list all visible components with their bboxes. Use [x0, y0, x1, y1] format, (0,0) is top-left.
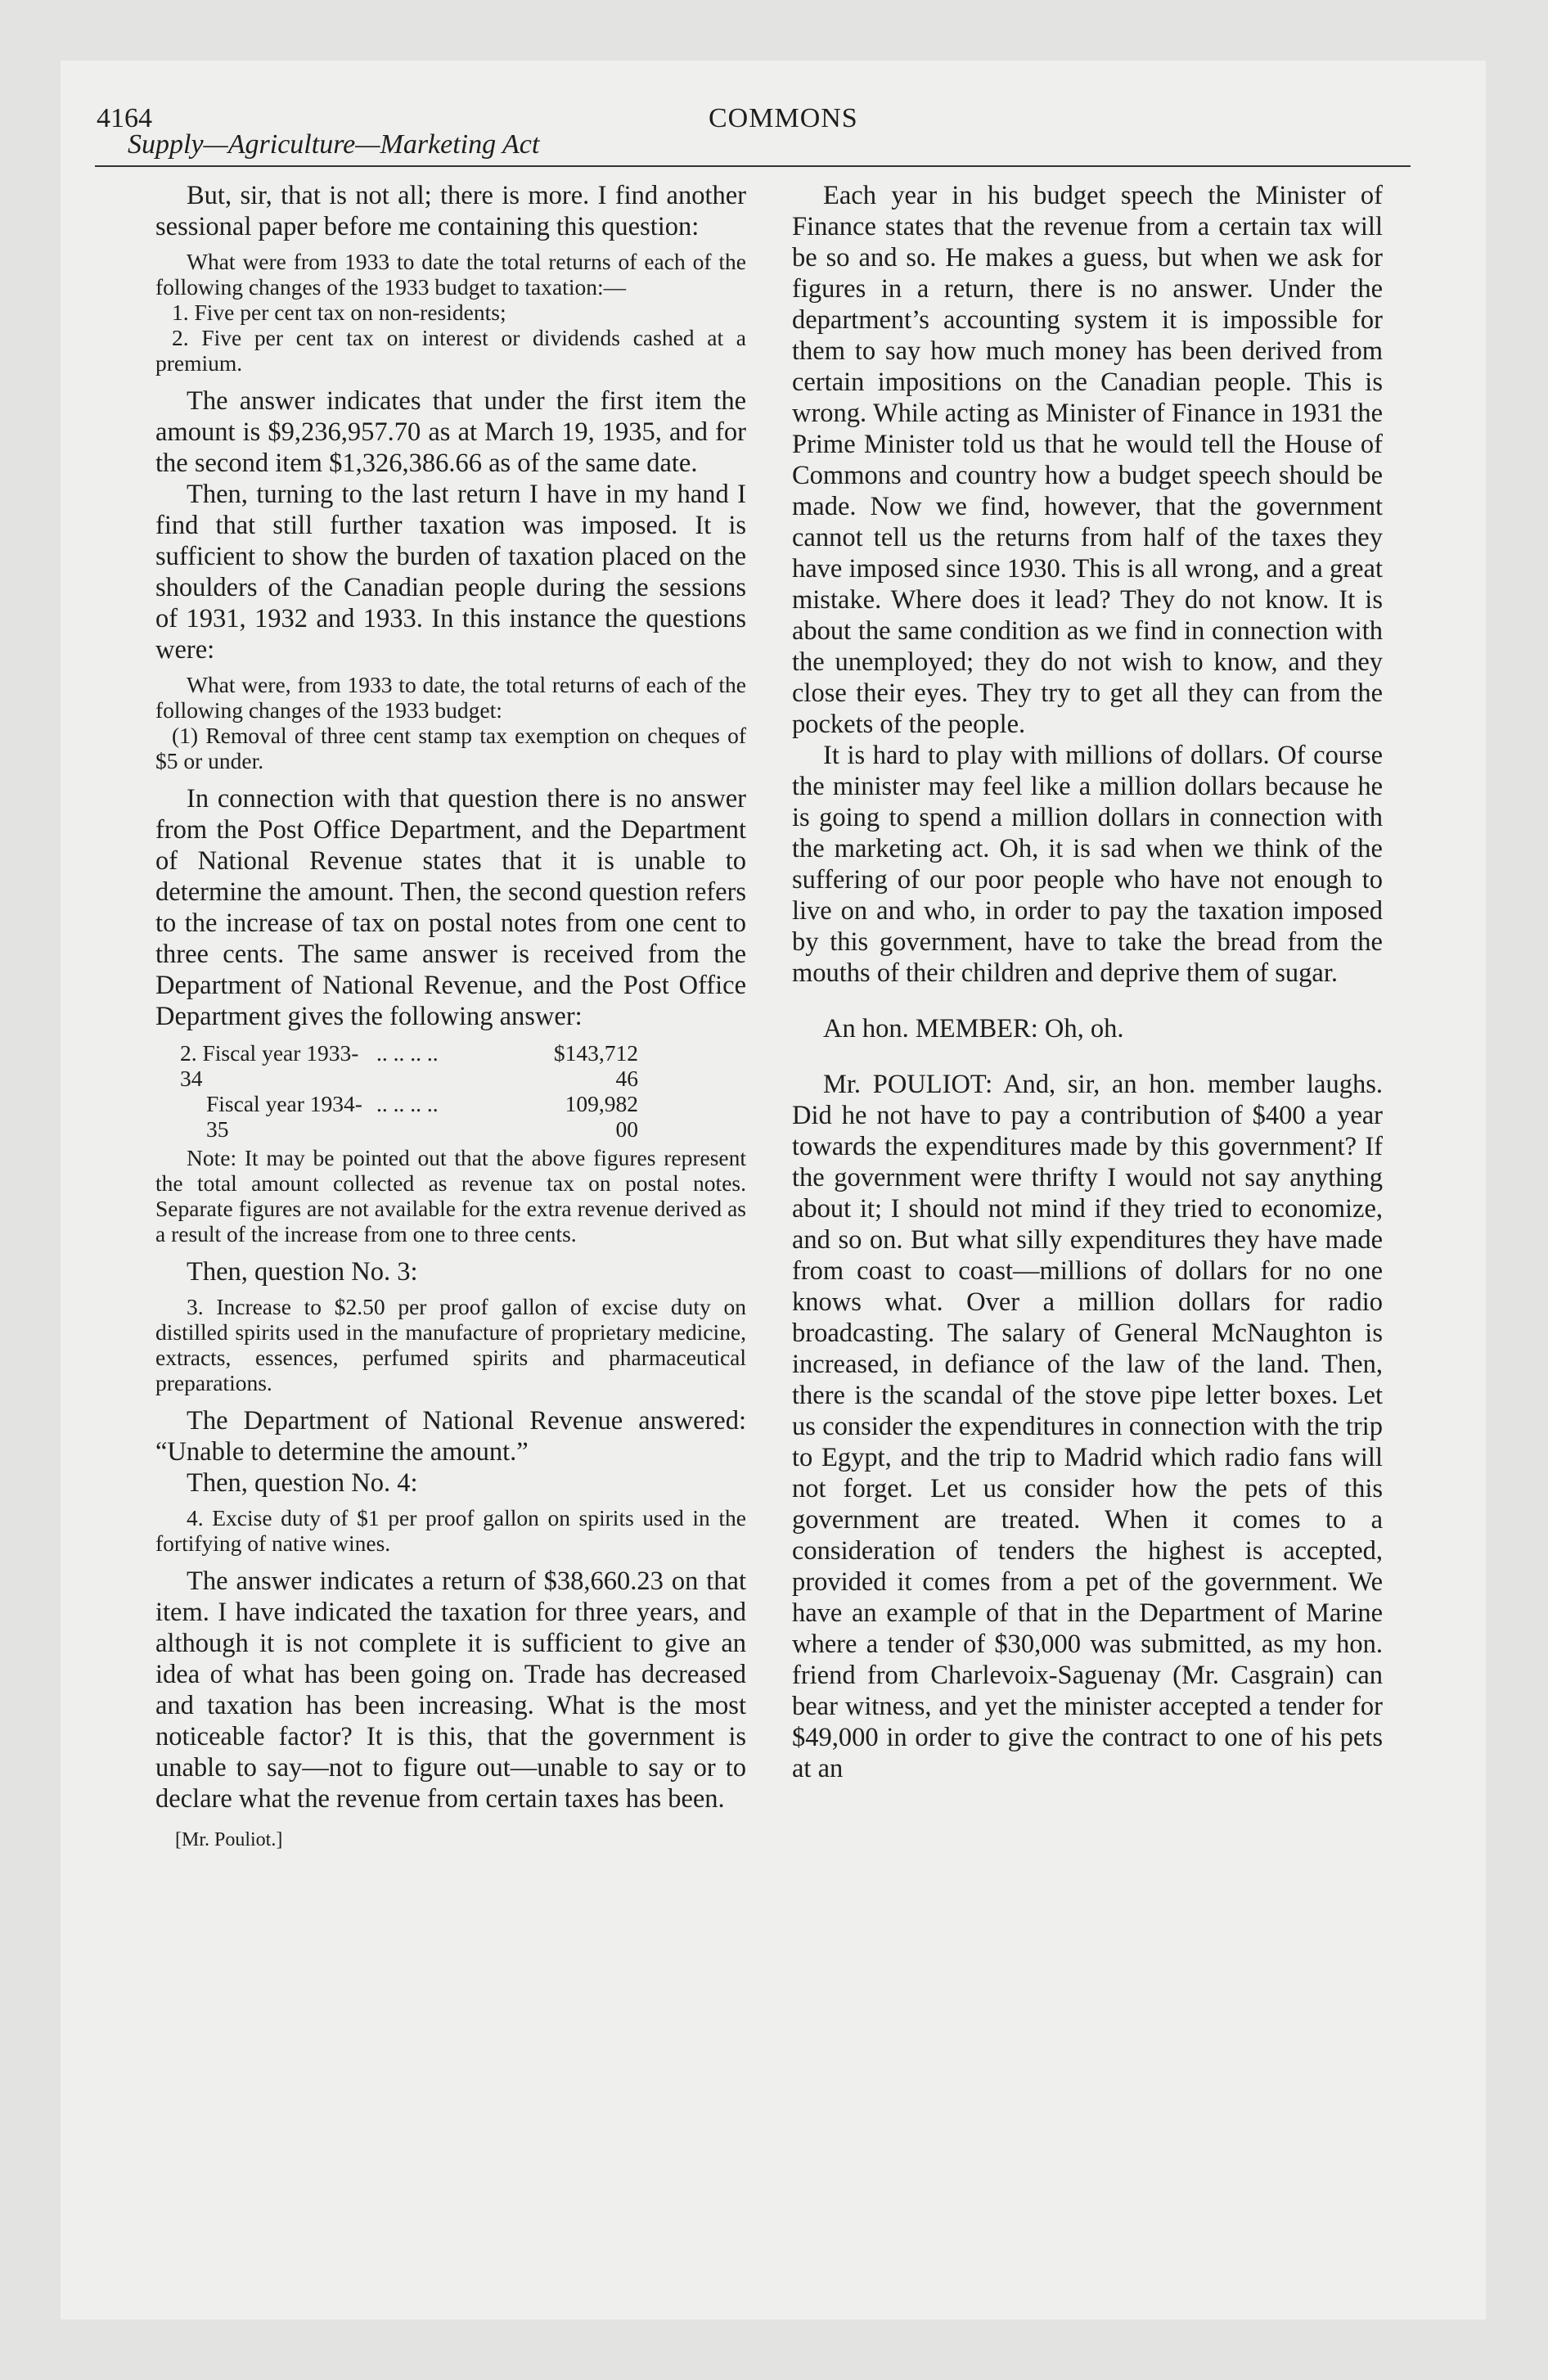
- paragraph: Each year in his budget speech the Minister of Finance states that the revenue from a certain tax will be so and so. He makes a guess, but when we ask for figures in a return, there is no answer. Under the department’s accounting system it is impossible for them to say how much money has been derived from certain impositions on the Canadian people. This is wrong. While acting as Minister of Finance in 1931 the Prime Minister told us that he would tell the House of Commons and country how a budget speech should be made. Now we find, however, that the government cannot tell us the returns from half of the taxes they have imposed since 1930. This is all wrong, and a great mistake. Where does it lead? They do not know. It is about the same condition as we find in connection with the unemployed; they do not wish to know, and they close their eyes. They try to get all they can from the pockets of the people.: [792, 181, 1383, 739]
- note: Note: It may be pointed out that the above figures represent the total amount collected as revenue tax on postal notes. Separate figures are not available for the extra revenue derived as a result of the increase from one to three cents.: [155, 1145, 746, 1246]
- fiscal-row: [155, 1040, 746, 1091]
- fiscal-value: 109,982 00: [565, 1091, 638, 1142]
- paragraph: The answer indicates that under the first item the amount is $9,236,957.70 as at March 19, 1935, and for the second item $1,326,386.66 as of the same date.: [155, 386, 746, 478]
- question-item: 2. Five per cent tax on interest or dividends cashed at a premium.: [155, 325, 746, 376]
- page-number: 4164: [97, 103, 152, 133]
- paragraph: It is hard to play with millions of dollars. Of course the minister may feel like a million dollars because he is going to spend a million dollars in connection with the marketing act. Oh, it is sad when we think of the suffering of our poor people who have not enough to live on and who, in order to pay the taxation imposed by this government, have to take the bread from the mouths of their children and deprive them of sugar.: [792, 741, 1383, 988]
- paragraph: Then, question No. 3:: [187, 1257, 418, 1287]
- quoted-question: 4. Excise duty of $1 per proof gallon on spirits used in the fortifying of native wines.: [155, 1505, 746, 1556]
- fiscal-label: 2. Fiscal year 1933-34: [180, 1040, 359, 1091]
- quoted-question: What were from 1933 to date the total returns of each of the following changes of the 1933 budget to taxation:—: [155, 249, 746, 300]
- paragraph: The Department of National Revenue answered: “Unable to determine the amount.”: [155, 1406, 746, 1467]
- leader-dots: .. .. .. ..: [376, 1040, 439, 1066]
- quoted-question: 3. Increase to $2.50 per proof gallon of excise duty on distilled spirits used in the manufacture of proprietary medicine, extracts, essences, perfumed spirits and pharmaceutical preparations.: [155, 1294, 746, 1395]
- fiscal-value: $143,712 46: [553, 1040, 638, 1091]
- right-column: [792, 180, 1383, 1784]
- running-head: COMMONS: [709, 103, 858, 133]
- leader-dots: .. .. .. ..: [376, 1091, 439, 1116]
- header-rule: [95, 165, 1411, 167]
- fiscal-label: Fiscal year 1934-35: [206, 1091, 362, 1142]
- paragraph: The answer indicates a return of $38,660.23 on that item. I have indicated the taxation for three years, and although it is not complete it is sufficient to give an idea of what has been going on. Trade has decreased and taxation has been increasing. What is the most noticeable factor? It is this, that the government is unable to say—not to figure out—unable to say or to declare what the revenue from certain taxes has been.: [155, 1566, 746, 1814]
- paragraph: Then, question No. 4:: [187, 1468, 418, 1498]
- question-item: (1) Removal of three cent stamp tax exemption on cheques of $5 or under.: [155, 723, 746, 773]
- paragraph: In connection with that question there is no answer from the Post Office Department, and the Department of National Revenue states that it is unable to determine the amount. Then, the second question refers to the increase of tax on postal notes from one cent to three cents. The same answer is received from the Department of National Revenue, and the Post Office Department gives the following answer:: [155, 784, 746, 1031]
- paragraph: Then, turning to the last return I have in my hand I find that still further taxation was imposed. It is sufficient to show the burden of taxation placed on the shoulders of the Canadian people during the sessions of 1931, 1932 and 1933. In this instance the questions were:: [155, 480, 746, 665]
- paragraph: An hon. MEMBER: Oh, oh.: [823, 1014, 1124, 1044]
- left-column: [155, 180, 746, 1855]
- fiscal-row: [155, 1091, 746, 1142]
- question-item: 1. Five per cent tax on non-residents;: [172, 300, 506, 325]
- quoted-question: What were, from 1933 to date, the total returns of each of the following changes of the 1933 budget:: [155, 672, 746, 723]
- section-subtitle: Supply—Agriculture—Marketing Act: [128, 129, 540, 160]
- speaker-footer: [Mr. Pouliot.]: [175, 1829, 283, 1850]
- paragraph: But, sir, that is not all; there is more. I find another sessional paper before me containing this question:: [155, 181, 746, 241]
- fiscal-figures: [155, 1040, 746, 1142]
- paragraph: Mr. POULIOT: And, sir, an hon. member laughs. Did he not have to pay a contribution of $400 a year towards the expenditures made by this government? If the government were thrifty I would not say anything about it; I should not mind if they tried to economize, and so on. But what silly expenditures they have made from coast to coast—millions of dollars for no one knows what. Over a million dollars for radio broadcasting. The salary of General McNaughton is increased, in defiance of the law of the land. Then, there is the scandal of the stove pipe letter boxes. Let us consider the expenditures in connection with the trip to Egypt, and the trip to Madrid which radio fans will not forget. Let us consider how the pets of this government are treated. When it comes to a consideration of tenders the highest is accepted, provided it comes from a pet of the government. We have an example of that in the Department of Marine where a tender of $30,000 was submitted, as my hon. friend from Charlevoix-Saguenay (Mr. Casgrain) can bear witness, and yet the minister accepted a tender for $49,000 in order to give the contract to one of his pets at an: [792, 1070, 1383, 1783]
